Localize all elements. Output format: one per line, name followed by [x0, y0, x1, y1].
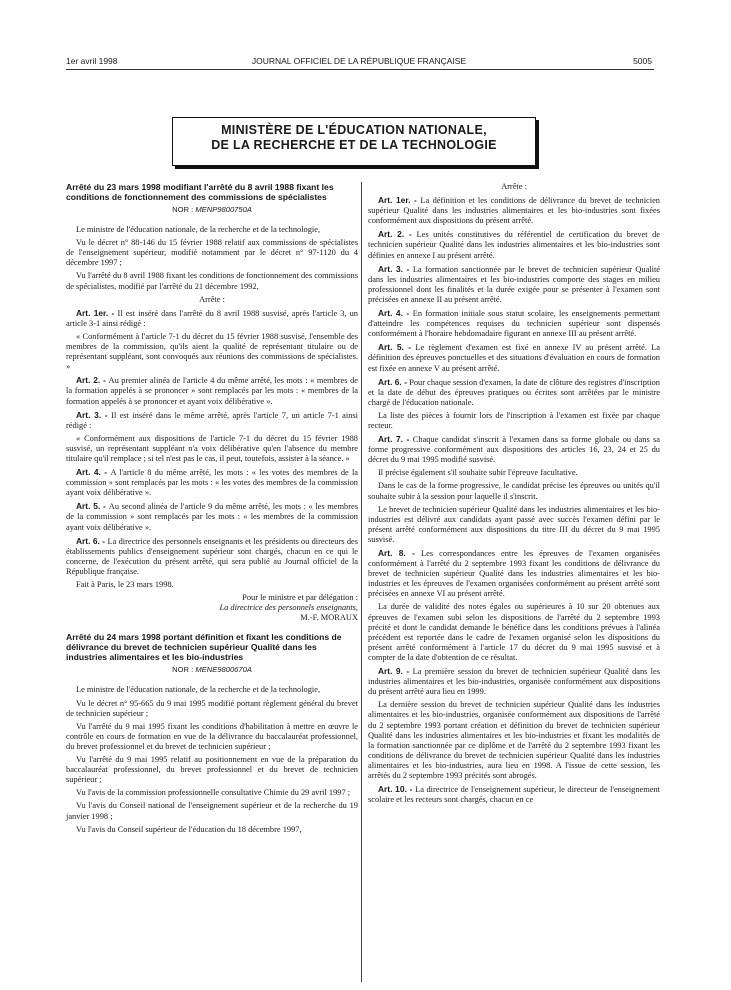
journal-title: JOURNAL OFFICIEL DE LA RÉPUBLIQUE FRANÇAISE: [251, 56, 467, 66]
article-label: Art. 2. -: [76, 375, 109, 386]
article-text: La première session du brevet de technicien supérieur Qualité dans les industries alimentaires et les bio-industries, organisée conformément aux dispositions du présent arrêté aura lieu en 1999.: [368, 667, 660, 697]
nor-label: NOR :: [172, 665, 194, 675]
article-label: Art. 9. -: [378, 666, 413, 677]
page-header: [66, 56, 652, 68]
article-label: Art. 1er. -: [378, 195, 421, 206]
article-text: Le brevet de technicien supérieur Qualité dans les industries alimentaires et les bio-industries est délivré aux candidats ayant passé avec succès l'examen défini par le présent arrêté conformément aux dispositions du titre III du décret du 9 mai 1995 susvisé.: [368, 504, 660, 544]
article-label: Art. 4. -: [76, 467, 111, 478]
article-paragraph: [368, 468, 660, 478]
decree-1-done: Fait à Paris, le 23 mars 1998.: [76, 580, 174, 589]
decree-2-articles: [368, 195, 660, 805]
preamble-paragraph: Vu l'arrêté du 8 avril 1988 fixant les conditions de fonctionnement des commissions de spécialistes, modifié par l'arrêté du 21 décembre 1992,: [66, 271, 358, 291]
article-text: Les unités constitutives du référentiel de certification du brevet de technicien supérieur Qualité dans les industries alimentaires et les bio-industries sont définies en annexe I au présent arrêté.: [368, 230, 660, 260]
article-text: Chaque candidat s'inscrit à l'examen dans sa forme globale ou dans sa forme progressive conformément aux dispositions des articles 16, 23, 24 et 25 du décret du 9 mai 1995 modifié susvisé.: [368, 435, 660, 465]
article-text: « Conformément à l'article 7-1 du décret du 15 février 1988 susvisé, l'ensemble des membres de la commission, qu'ils aient la qualité de représentant titulaire ou de représentant suppléant, sont convoqués aux réunions des commissions de spécialistes. »: [66, 331, 358, 372]
preamble-paragraph: Vu l'avis du Conseil supérieur de l'éducation du 18 décembre 1997,: [76, 824, 302, 834]
article-paragraph: [66, 501, 358, 532]
article-text: La formation sanctionnée par le brevet de technicien supérieur Qualité dans les industries alimentaires et les bio-industries comporte des stages en milieu professionnel dont les finalités et la durée exigée pour se présenter à l'examen sont précisées en annexe II au présent arrêté.: [368, 264, 660, 304]
decree-1-preamble: [66, 225, 358, 292]
preamble-paragraph: Vu le décret n° 95-665 du 9 mai 1995 modifié portant règlement général du brevet de technicien supérieur ;: [66, 698, 358, 718]
article-paragraph: [368, 342, 660, 373]
article-paragraph: [66, 434, 358, 464]
preamble-paragraph: Vu l'avis de la commission professionnelle consultative Chimie du 29 avril 1997 ;: [76, 788, 351, 798]
signature-line-1: Pour le ministre et par délégation :: [242, 593, 358, 603]
preamble-paragraph: Vu l'arrêté du 9 mai 1995 relatif au positionnement en vue de la préparation du baccalauréat professionnel, du brevet professionnel et du brevet de technicien supérieur ;: [66, 755, 358, 785]
ministry-line-1: MINISTÈRE DE L'ÉDUCATION NATIONALE,: [221, 123, 487, 137]
preamble-paragraph: Le ministre de l'éducation nationale, de la recherche et de la technologie,: [76, 225, 321, 235]
right-column: [368, 182, 660, 808]
article-text: Au second alinéa de l'article 9 du même arrêté, les mots : « les membres de la commission » sont remplacés par les mots : « les membres de la commission ayant voix délibérative ».: [66, 502, 358, 532]
article-paragraph: [66, 308, 358, 329]
article-text: Dans le cas de la forme progressive, le candidat précise les épreuves ou unités qu'il souhaite subir à la session pour laquelle il s'inscrit.: [368, 481, 660, 501]
header-rule: [66, 69, 654, 70]
article-paragraph: [368, 308, 660, 339]
article-label: Art. 5. -: [378, 342, 416, 353]
article-label: Art. 1er. -: [76, 307, 118, 318]
left-column: [66, 182, 358, 838]
article-label: Art. 10. -: [378, 784, 416, 795]
article-text: La directrice des personnels enseignants et les présidents ou directeurs des établissements publics d'enseignement supérieur sont chargés, chacun en ce qui le concerne, de l'exécution du présent arrêté, qui sera publié au Journal officiel de la République française.: [66, 536, 358, 576]
article-paragraph: [66, 375, 358, 406]
article-label: Art. 4. -: [378, 308, 413, 319]
article-text: Il est inséré dans l'arrêté du 8 avril 1988 susvisé, après l'article 3, un article 3-1 ainsi rédigé :: [66, 308, 358, 328]
signature-line-2: La directrice des personnels enseignants,: [219, 603, 358, 613]
article-text: Au premier alinéa de l'article 4 du même arrêté, les mots : « membres de la formation appelés à se prononcer » sont remplacés par les mots : « membres de la formation appelés à se prononcer et ayant voix délibérative ».: [66, 376, 358, 406]
decree-2-nor: [66, 665, 358, 675]
article-label: Art. 3. -: [76, 409, 112, 420]
decree-1-nor: [66, 205, 358, 215]
nor-code: MENP9800750A: [195, 205, 252, 214]
decree-2-title: Arrêté du 24 mars 1998 portant définition et fixant les conditions de délivrance du brevet de technicien supérieur Qualité dans les industries alimentaires et les bio-industries: [66, 632, 342, 663]
article-label: Art. 5. -: [76, 501, 109, 512]
article-paragraph: [368, 481, 660, 501]
article-text: Il est inséré dans le même arrêté, après l'article 7, un article 7-1 ainsi rédigé :: [66, 410, 358, 430]
article-paragraph: [368, 602, 660, 663]
decree-1-articles: [66, 308, 358, 577]
article-label: Art. 2. -: [378, 229, 417, 240]
article-text: La durée de validité des notes égales ou supérieures à 10 sur 20 obtenues aux épreuves de l'examen subi selon les dispositions de l'arrêté du 2 septembre 1993 précité et dont le candidat demande le bénéfice dans les conditions prévues à l'alinéa précédent est reportée dans le cadre de l'examen organisé selon les dispositions du présent arrêté conformément à l'article 17 du décret du 9 mai 1995 susvisé et à compter de la date d'obtention de ce résultat.: [368, 602, 660, 662]
page-number: 5005: [633, 56, 652, 66]
article-paragraph: [368, 434, 660, 465]
article-paragraph: [368, 505, 660, 545]
article-label: Art. 8. -: [378, 548, 422, 558]
article-text: Les correspondances entre les épreuves de l'examen organisées conformément à l'arrêté du 2 septembre 1993 fixant les conditions de délivrance du brevet de technicien supérieur Qualité dans les industries alimentaires et les bio-industries et les épreuves de l'examen organisées conformément au présent arrêté sont précisées en annexe VI au présent arrêté.: [368, 549, 660, 599]
column-divider: [361, 182, 362, 982]
preamble-paragraph: Le ministre de l'éducation nationale, de la recherche et de la technologie,: [76, 685, 321, 695]
signature-name: M.-F. MORAUX: [300, 613, 358, 623]
ministry-line-2: DE LA RECHERCHE ET DE LA TECHNOLOGIE: [211, 138, 497, 152]
article-paragraph: [66, 410, 358, 431]
article-paragraph: [66, 536, 358, 577]
article-label: Art. 6. -: [76, 535, 108, 546]
article-text: « Conformément aux dispositions de l'article 7-1 du décret du 15 février 1988 susvisé, un représentant suppléant n'a voix délibérative qu'en l'absence du membre titulaire qu'il remplace ; si tel n'est pas le cas, il peut, toutefois, assister à la séance. »: [66, 433, 358, 463]
decree-2-arrete: Arrête :: [501, 182, 527, 191]
article-text: Le règlement d'examen est fixé en annexe IV au présent arrêté. La définition des épreuves ponctuelles et des situations d'évaluation en cours de formation est fixée en annexe V au présent arrêté.: [368, 343, 660, 373]
article-label: Art. 3. -: [378, 263, 413, 274]
article-text: La liste des pièces à fournir lors de l'inscription à l'examen est fixée par chaque recteur.: [368, 410, 660, 430]
article-text: Pour chaque session d'examen, la date de clôture des registres d'inscription et la date de début des épreuves pratiques ou écrites sont arrêtées par le ministre chargé de l'éducation nationale.: [368, 377, 660, 407]
ministry-box: [172, 117, 536, 166]
article-text: Il précise également s'il souhaite subir l'épreuve facultative.: [378, 468, 578, 478]
article-paragraph: [368, 377, 660, 408]
article-paragraph: [368, 666, 660, 697]
article-text: La dernière session du brevet de technicien supérieur Qualité dans les industries alimentaires et les bio-industries, organisée conformément aux dispositions de l'arrêté du 2 septembre 1993 portant création et définition du brevet de technicien supérieur Qualité dans les industries alimentaires et les bio-industries et fixant les modalités de la formation sanctionnée par ce diplôme et de l'arrêté du 2 septembre 1993 fixant les conditions de délivrance du brevet de technicien supérieur Qualité dans les industries alimentaires et les bio-industries, aura lieu en 1998. A l'issue de cette session, les arrêtés du 2 septembre 1993 précités sont abrogés.: [368, 700, 660, 780]
article-paragraph: [368, 548, 660, 599]
decree-1-arrete: Arrête :: [199, 294, 225, 304]
article-paragraph: [368, 229, 660, 260]
article-text: La directrice de l'enseignement supérieur, le directeur de l'enseignement scolaire et les recteurs sont chargés, chacun en ce: [368, 785, 660, 805]
article-paragraph: [368, 784, 660, 805]
article-text: La définition et les conditions de délivrance du brevet de technicien supérieur Qualité dans les industries alimentaires et les bio-industries sont fixées conformément aux dispositions du présent arrêté.: [368, 196, 660, 226]
preamble-paragraph: Vu l'avis du Conseil national de l'enseignement supérieur et de la recherche du 19 janvier 1998 ;: [66, 801, 358, 821]
nor-code: MENE9800670A: [195, 665, 252, 675]
article-paragraph: [368, 195, 660, 226]
preamble-paragraph: Vu l'arrêté du 9 mai 1995 fixant les conditions d'habilitation à mettre en œuvre le contrôle en cours de formation en vue de la délivrance du baccalauréat professionnel, du brevet professionnel et du brevet de technicien supérieur ;: [66, 721, 358, 751]
decree-2-preamble: [66, 685, 358, 834]
article-paragraph: [368, 700, 660, 781]
decree-1-title: Arrêté du 23 mars 1998 modifiant l'arrêté du 8 avril 1988 fixant les conditions de fonctionnement des commissions de spécialistes: [66, 182, 334, 202]
article-text: En formation initiale sous statut scolaire, les enseignements permettant d'atteindre les compétences requises du technicien supérieur sont dispensés conformément à l'horaire hebdomadaire figurant en annexe III au présent arrêté.: [368, 309, 660, 339]
nor-label: NOR :: [172, 205, 194, 214]
header-date: 1er avril 1998: [66, 56, 118, 66]
article-label: Art. 7. -: [378, 434, 413, 445]
article-text: A l'article 8 du même arrêté, les mots : « les votes des membres de la commission » sont remplacés par les mots : « les votes des membres de la commission ayant voix délibérative ».: [66, 468, 358, 498]
article-paragraph: [66, 467, 358, 498]
article-label: Art. 6. -: [378, 376, 410, 387]
article-paragraph: [66, 332, 358, 372]
preamble-paragraph: Vu le décret n° 88-146 du 15 février 1988 relatif aux commissions de spécialistes de l'enseignement supérieur, modifié notamment par le décret n° 97-1120 du 4 décembre 1997 ;: [66, 238, 358, 268]
article-paragraph: [368, 264, 660, 305]
article-paragraph: [368, 411, 660, 431]
